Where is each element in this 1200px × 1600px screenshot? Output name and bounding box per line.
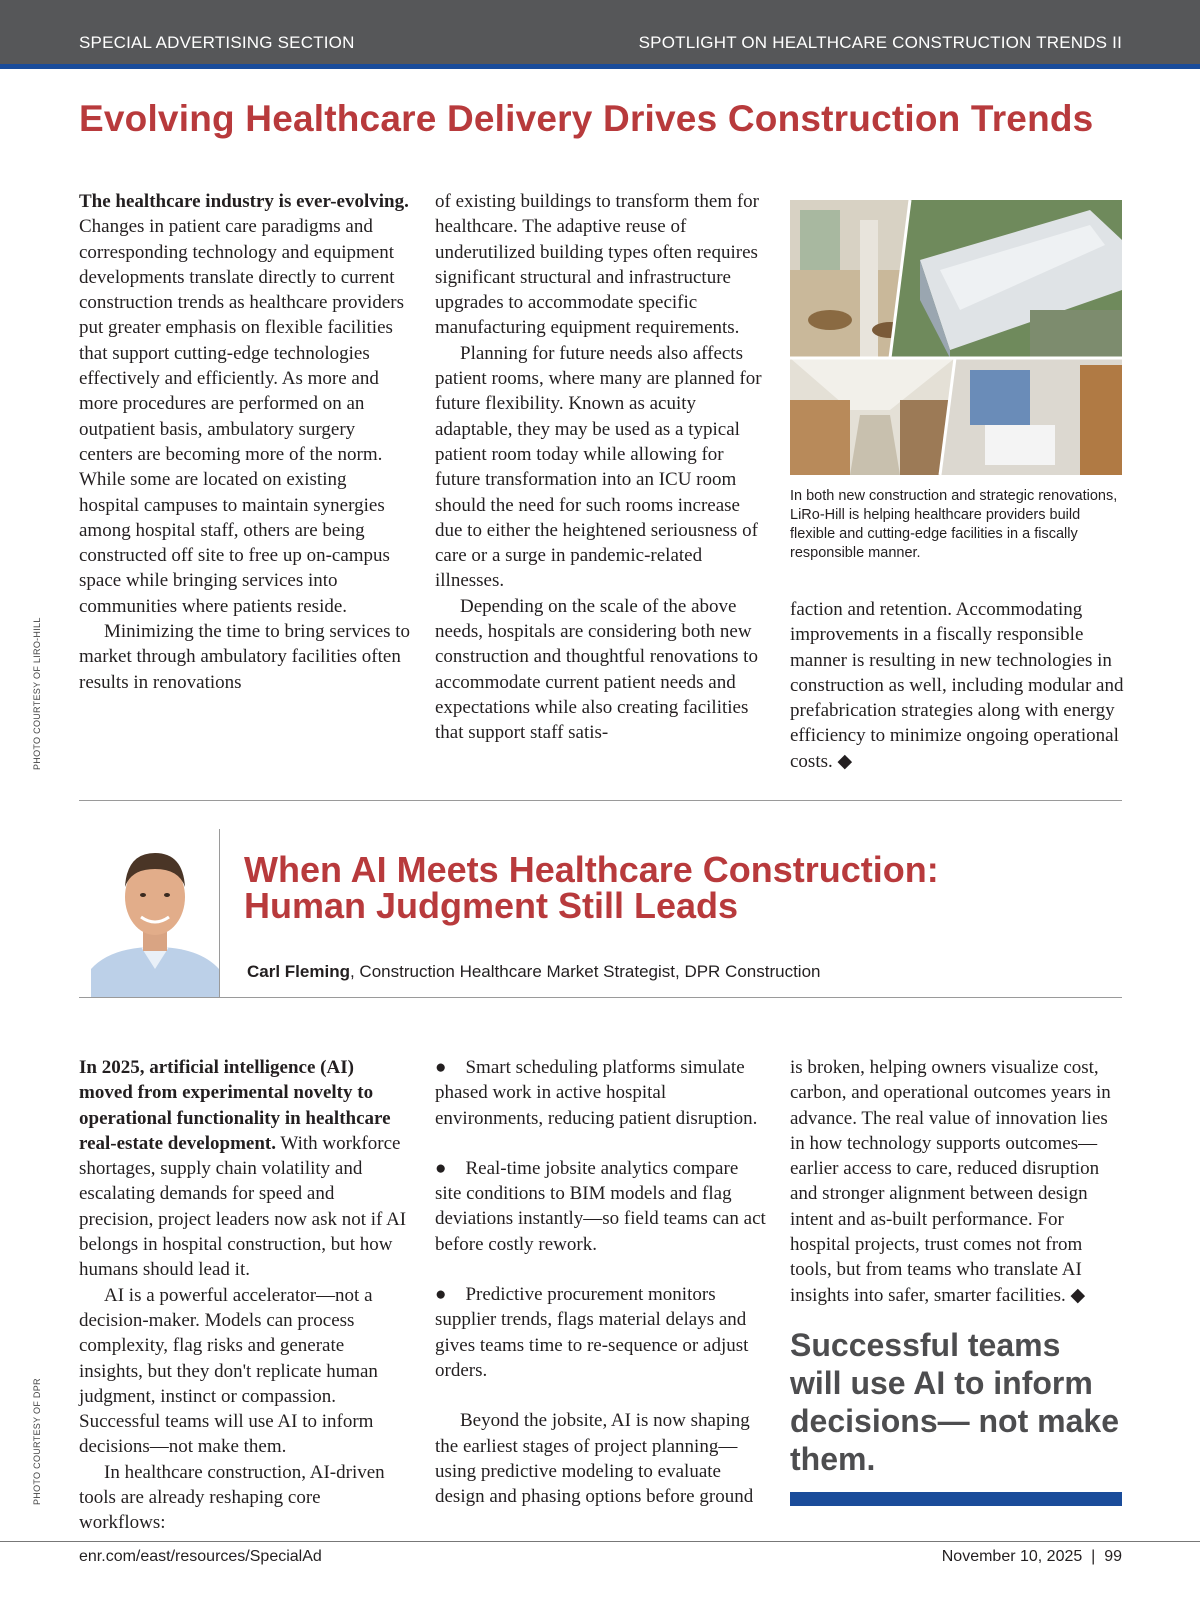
article2-title-line2: Human Judgment Still Leads — [244, 885, 739, 926]
article1-column-2 — [435, 189, 768, 746]
bullet-item — [435, 1282, 768, 1383]
article2-column-2 — [435, 1055, 768, 1509]
author-byline — [247, 962, 821, 982]
article1-col2-p2: Planning for future needs also affects patient rooms, where many are planned for future flexibility. Known as acuity adaptable, they may be used as a typical patient room today while allowing for future transformation into an ICU room should the need for such rooms increase due to either the heightened seriousness of care or a surge in pandemic-related illnesses. — [435, 342, 762, 592]
article2-col1-p3: In healthcare construction, AI-driven tools are already reshaping core workflows: — [79, 1461, 385, 1534]
bullet-item — [435, 1055, 768, 1131]
photo-caption: In both new construction and strategic renovations, LiRo-Hill is helping healthcare providers build flexible and cutting-edge facilities in a fiscally responsible manner. — [790, 488, 1118, 561]
bullet-item — [435, 1156, 768, 1257]
photo-credit-liro-hill: PHOTO COURTESY OF LIRO-HILL — [32, 617, 42, 770]
bullet-icon: ● — [435, 1157, 447, 1179]
bullet-icon: ● — [435, 1284, 447, 1306]
pull-quote-accent-bar — [790, 1492, 1122, 1506]
hospital-photo-collage — [790, 200, 1122, 475]
author-portrait — [91, 829, 219, 997]
article1-col1-p1: Changes in patient care paradigms and corresponding technology and equipment developments translate directly to current construction trends as healthcare providers put greater emphasis on flexible facilities that support cutting-edge technologies effectively and efficiently. As more and more procedures are performed on an outpatient basis, ambulatory surgery centers are becoming more of the norm. While some are located on existing hospital campuses to maintain synergies among hospital staff, others are being constructed off site to free up on-campus space while bringing services into communities where patients reside. — [79, 216, 404, 617]
photo-credit-dpr: PHOTO COURTESY OF DPR — [32, 1378, 42, 1505]
article1-column-1 — [79, 189, 411, 695]
article1-column-3 — [790, 597, 1125, 774]
article2-title-line1: When AI Meets Healthcare Construction: — [244, 849, 939, 890]
article1-col3-p1: faction and retention. Accommodating improvements in a fiscally responsible manner is resulting in new technologies in construction as well, including modular and prefabrication strategies along with energy efficiency to minimize ongoing operational costs. ◆ — [790, 599, 1124, 772]
author-name: Carl Fleming — [247, 962, 350, 981]
article1-col2-p1: of existing buildings to transform them for healthcare. The adaptive reuse of underutilized building types often requires significant structural and infrastructure upgrades to accommodate specific manufacturing equipment requirements. — [435, 191, 760, 339]
article2-col2-p1: Beyond the jobsite, AI is now shaping the earliest stages of project planning—using predictive modeling to evaluate design and phasing options before ground — [435, 1410, 754, 1508]
patient-room-photo — [940, 358, 1122, 475]
article2-col3-p1: is broken, helping owners visualize cost, carbon, and operational outcomes years in advance. The real value of innovation lies in how technology supports outcomes—earlier access to care, reduced disruption and stronger alignment between design intent and as-built performance. For hospital projects, trust comes not from tools, but from teams who translate AI insights into safer, smarter facilities. ◆ — [790, 1057, 1111, 1306]
section-header-bar — [0, 0, 1200, 64]
footer-date-page: November 10, 2025 | 99 — [941, 1548, 1122, 1565]
article1-col1-p2: Minimizing the time to bring services to market through ambulatory facilities often results in renovations — [79, 621, 411, 693]
article1-title: Evolving Healthcare Delivery Drives Construction Trends — [79, 98, 1094, 139]
article2-title — [244, 849, 939, 926]
corridor-photo — [790, 358, 955, 475]
article1-lead: The healthcare industry is ever-evolving. — [79, 191, 409, 212]
author-role: , Construction Healthcare Market Strategist, DPR Construction — [349, 962, 821, 981]
section-divider — [79, 800, 1122, 801]
bullet-text: Real-time jobsite analytics compare site conditions to BIM models and flag deviations instantly—so field teams can act before costly rework. — [435, 1157, 766, 1255]
spotlight-label: SPOTLIGHT ON HEALTHCARE CONSTRUCTION TRENDS II — [638, 33, 1122, 52]
bullet-text: Predictive procurement monitors supplier trends, flags material delays and gives teams time to re-sequence or adjust orders. — [435, 1284, 749, 1381]
article2-col1-p1: With workforce shortages, supply chain volatility and escalating demands for speed and precision, project leaders now ask not if AI belongs in hospital construction, but how humans should lead it. — [79, 1132, 407, 1281]
article2-column-3 — [790, 1055, 1125, 1308]
article1-col2-p3: Depending on the scale of the above needs, hospitals are considering both new construction and thoughtful renovations to accommodate current patient needs and expectations while also creating facilities that support staff satis- — [435, 595, 758, 744]
footer-url[interactable]: enr.com/east/resources/SpecialAd — [79, 1548, 322, 1565]
bullet-icon: ● — [435, 1057, 447, 1078]
pull-quote: Successful teams will use AI to inform decisions— not make them. — [790, 1327, 1119, 1477]
aerial-building-photo — [890, 200, 1122, 358]
article2-column-1 — [79, 1055, 411, 1536]
section-label: SPECIAL ADVERTISING SECTION — [79, 33, 355, 52]
article2-col1-p2: AI is a powerful accelerator—not a decision-maker. Models can process complexity, flag risks and generate insights, but they don't replicate human judgment, instinct or compassion. Successful teams will use AI to inform decisions—not make them. — [79, 1284, 378, 1458]
article2-lead: In 2025, artificial intelligence (AI) moved from experimental novelty to operational functionality in healthcare real-estate development. — [79, 1057, 391, 1154]
header-vertical-divider — [219, 829, 220, 997]
footer-rule — [0, 1541, 1200, 1542]
bullet-text: Smart scheduling platforms simulate phased work in active hospital environments, reducing patient disruption. — [435, 1057, 758, 1129]
header-accent-stripe — [0, 64, 1200, 69]
byline-divider — [79, 997, 1122, 998]
